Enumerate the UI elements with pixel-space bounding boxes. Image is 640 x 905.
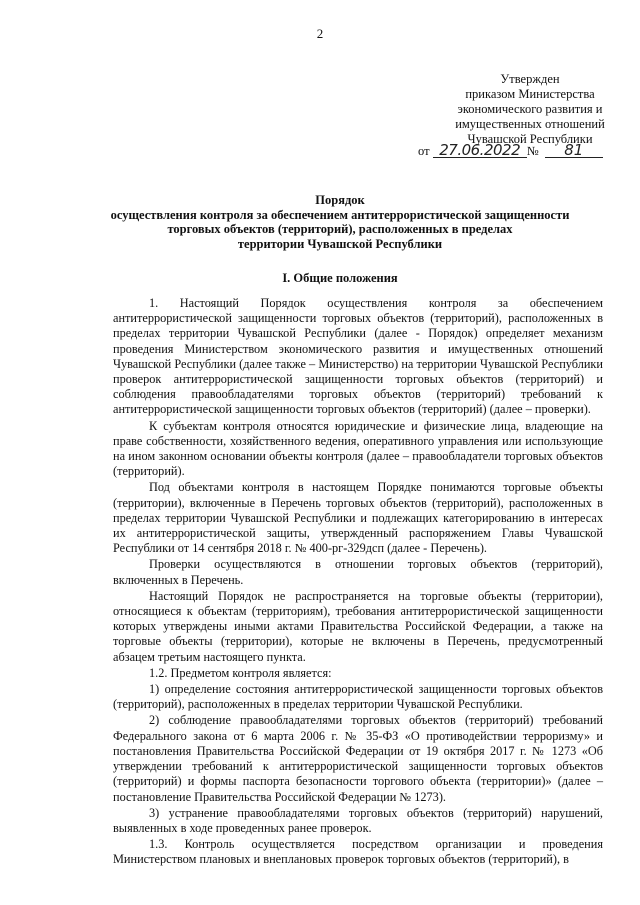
approval-number: 81: [545, 143, 603, 158]
title-line: территории Чувашской Республики: [237, 236, 443, 251]
document-body: [113, 296, 603, 868]
paragraph: 1) определение состояния антитеррористической защищенности торговых объектов (территорий), расположенных в пределах территории Чувашской Республики.: [113, 682, 603, 712]
paragraph: Настоящий Порядок не распространяется на торговые объекты (территории), относящиеся к объектам (территориям), требования антитеррористической защищенности которых утверждены иными актами Правительства Российской Федерации, а также на торговые объекты (территории), которые не включены в Перечень, предусмотренный абзацем третьим настоящего пункта.: [113, 588, 603, 664]
approval-date-row: [418, 143, 618, 159]
date-prefix: от: [418, 144, 430, 158]
approval-line: Утвержден: [500, 72, 560, 86]
approval-line: имущественных отношений: [455, 117, 605, 131]
document-title: [100, 193, 580, 251]
paragraph: 2) соблюдение правообладателями торговых объектов (территорий) требований Федерального закона от 6 марта 2006 г. № 35-ФЗ «О противодействии терроризму» и постановления Правительства Российской Федерации от 19 октября 2017 г. № 1273 «Об утверждении требований к антитеррористической защищенности торговых объектов (территорий) и формы паспорта безопасности торгового объекта (территории)» (далее – постановление Правительства Российской Федерации № 1273).: [113, 713, 603, 804]
approval-line: Чувашской Республики: [467, 132, 593, 146]
approval-date: 27.06.2022: [433, 143, 527, 158]
paragraph: 1. Настоящий Порядок осуществления контроля за обеспечением антитеррористической защищенности торговых объектов (территорий), расположенных в пределах территории Чувашской Республики (далее - Порядок) определяет механизм проведения Министерством экономического развития и имущественных отношений Чувашской Республики (далее также – Министерство) на территории Чувашской Республики проверок антитеррористической защищенности торговых объектов (территорий) и соблюдения правообладателями торговых объектов (территорий) требований к антитеррористической защищенности торговых объектов (территорий) (далее – проверки).: [113, 296, 603, 417]
page-number: 2: [316, 26, 324, 41]
paragraph: Под объектами контроля в настоящем Порядке понимаются торговые объекты (территории), включенные в Перечень торговых объектов (территорий), расположенных в пределах территории Чувашской Республики и подлежащих категорированию в интересах их антитеррористической защиты, утвержденный распоряжением Главы Чувашской Республики от 14 сентября 2018 г. № 400-рг-329дсп (далее - Перечень).: [113, 480, 603, 556]
paragraph: 1.3. Контроль осуществляется посредством организации и проведения Министерством плановых и внеплановых проверок торговых объектов (территорий), в: [113, 837, 603, 867]
approval-line: приказом Министерства: [465, 87, 595, 101]
title-line: торговых объектов (территорий), расположенных в пределах: [167, 222, 513, 236]
paragraph: Проверки осуществляются в отношении торговых объектов (территорий), включенных в Перечень.: [113, 557, 603, 587]
approval-stamp: [440, 72, 620, 147]
section-heading: I. Общие положения: [282, 271, 398, 285]
approval-line: экономического развития и: [457, 102, 603, 116]
title-line: Порядок: [315, 193, 365, 207]
paragraph: 3) устранение правообладателями торговых объектов (территорий) нарушений, выявленных в ходе проведенных ранее проверок.: [113, 805, 603, 835]
paragraph: 1.2. Предметом контроля является:: [149, 665, 332, 680]
paragraph: К субъектам контроля относятся юридические и физические лица, владеющие на праве собственности, хозяйственного ведения, оперативного управления или использующие на ином законном основании объекты контроля (далее – правообладатели торговых объектов (территорий).: [113, 418, 603, 479]
number-prefix: №: [526, 144, 539, 158]
title-line: осуществления контроля за обеспечением антитеррористической защищенности: [110, 207, 570, 222]
